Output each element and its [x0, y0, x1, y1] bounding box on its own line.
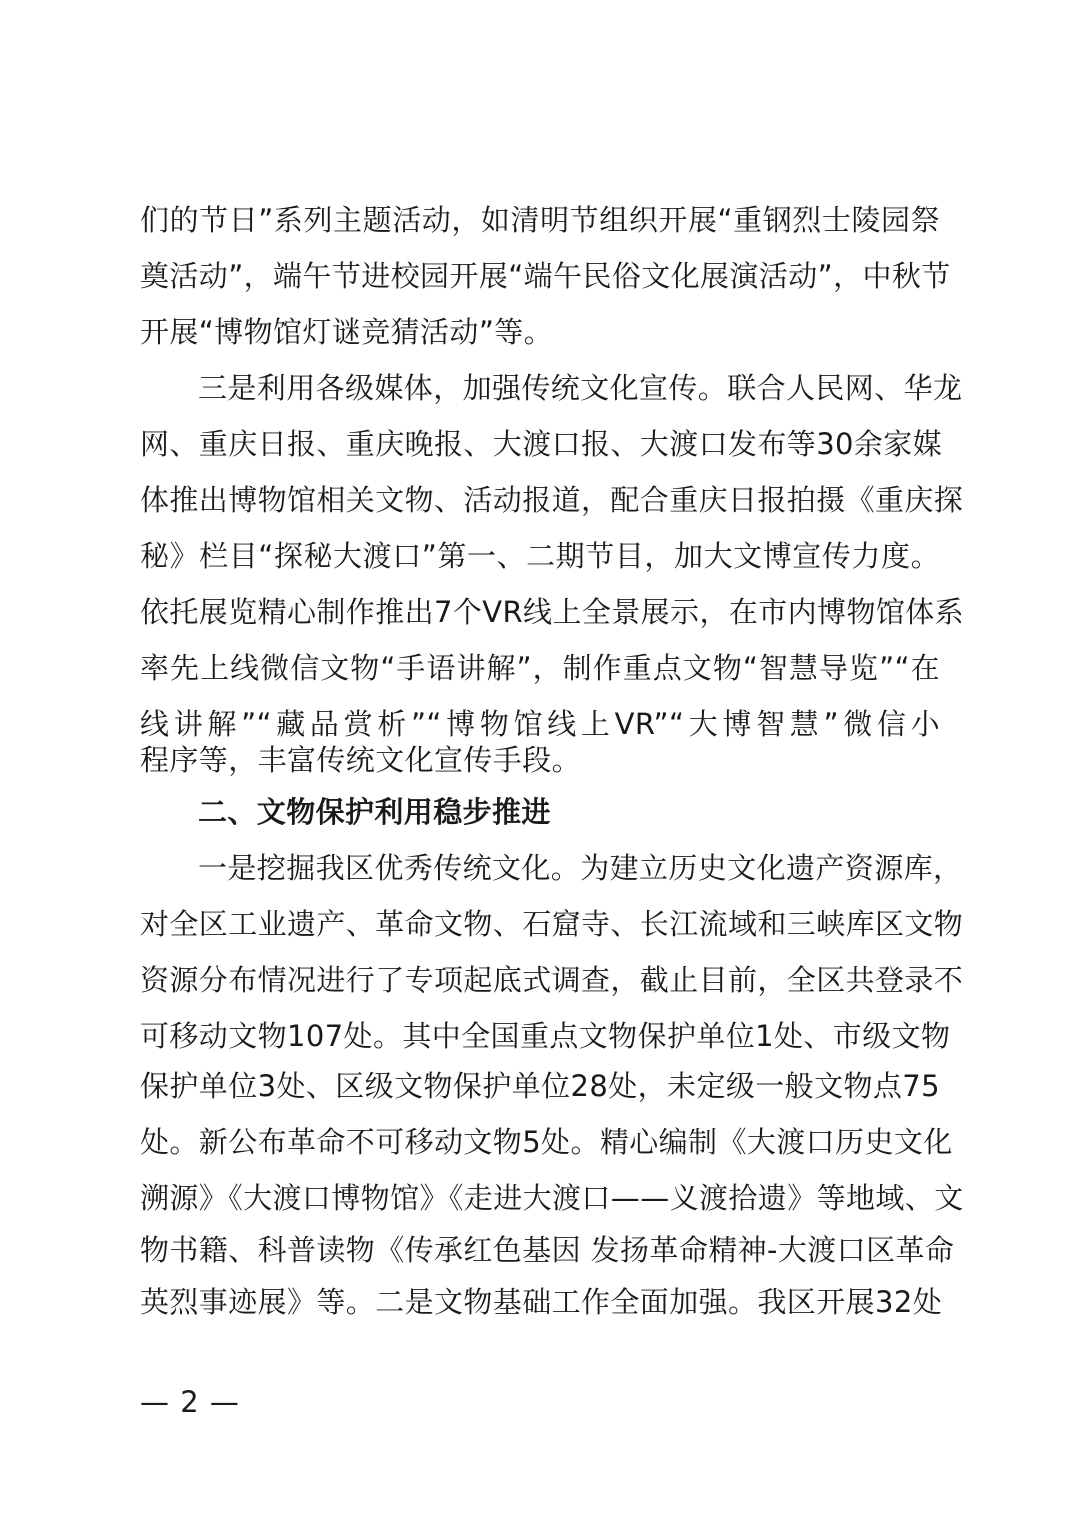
- body-line-21: 英烈事迹展》等。二是文物基础工作全面加强。我区开展32处: [140, 1285, 943, 1319]
- page-number: — 2 —: [140, 1385, 240, 1419]
- body-line-14: 对全区工业遗产、革命文物、石窟寺、长江流域和三峡库区文物: [140, 907, 964, 941]
- body-line-10: 线讲解”“藏品赏析”“博物馆线上VR”“大博智慧”微信小: [140, 707, 940, 741]
- paragraph-3-first-line: 三是利用各级媒体，加强传统文化宣传。联合人民网、华龙: [198, 371, 963, 405]
- body-line-11: 程序等，丰富传统文化宣传手段。: [140, 743, 582, 777]
- body-line-6: 体推出博物馆相关文物、活动报道，配合重庆日报拍摄《重庆探: [140, 483, 964, 517]
- body-line-2: 奠活动”，端午节进校园开展“端午民俗文化展演活动”，中秋节: [140, 259, 951, 293]
- body-line-5: 网、重庆日报、重庆晚报、大渡口报、大渡口发布等30余家媒: [140, 427, 943, 461]
- section-heading: 二、文物保护利用稳步推进: [198, 795, 551, 829]
- body-line-18: 处。新公布革命不可移动文物5处。精心编制《大渡口历史文化: [140, 1125, 953, 1159]
- paragraph-first-line: 一是挖掘我区优秀传统文化。为建立历史文化遗产资源库，: [198, 851, 963, 885]
- body-line-7: 秘》栏目“探秘大渡口”第一、二期节目，加大文博宣传力度。: [140, 539, 940, 573]
- body-line-15: 资源分布情况进行了专项起底式调查，截止目前，全区共登录不: [140, 963, 964, 997]
- body-line-17: 保护单位3处、区级文物保护单位28处，未定级一般文物点75: [140, 1069, 940, 1103]
- body-line-9: 率先上线微信文物“手语讲解”，制作重点文物“智慧导览”“在: [140, 651, 940, 685]
- body-line-20: 物书籍、科普读物《传承红色基因 发扬革命精神-大渡口区革命: [140, 1233, 955, 1267]
- body-line-8: 依托展览精心制作推出7个VR线上全景展示，在市内博物馆体系: [140, 595, 965, 629]
- body-line-19: 溯源》《大渡口博物馆》《走进大渡口——义渡拾遗》等地域、文: [140, 1181, 964, 1215]
- body-line-1: 们的节日”系列主题活动，如清明节组织开展“重钢烈士陵园祭: [140, 203, 940, 237]
- body-line-16: 可移动文物107处。其中全国重点文物保护单位1处、市级文物: [140, 1019, 951, 1053]
- body-line-3: 开展“博物馆灯谜竞猜活动”等。: [140, 315, 554, 349]
